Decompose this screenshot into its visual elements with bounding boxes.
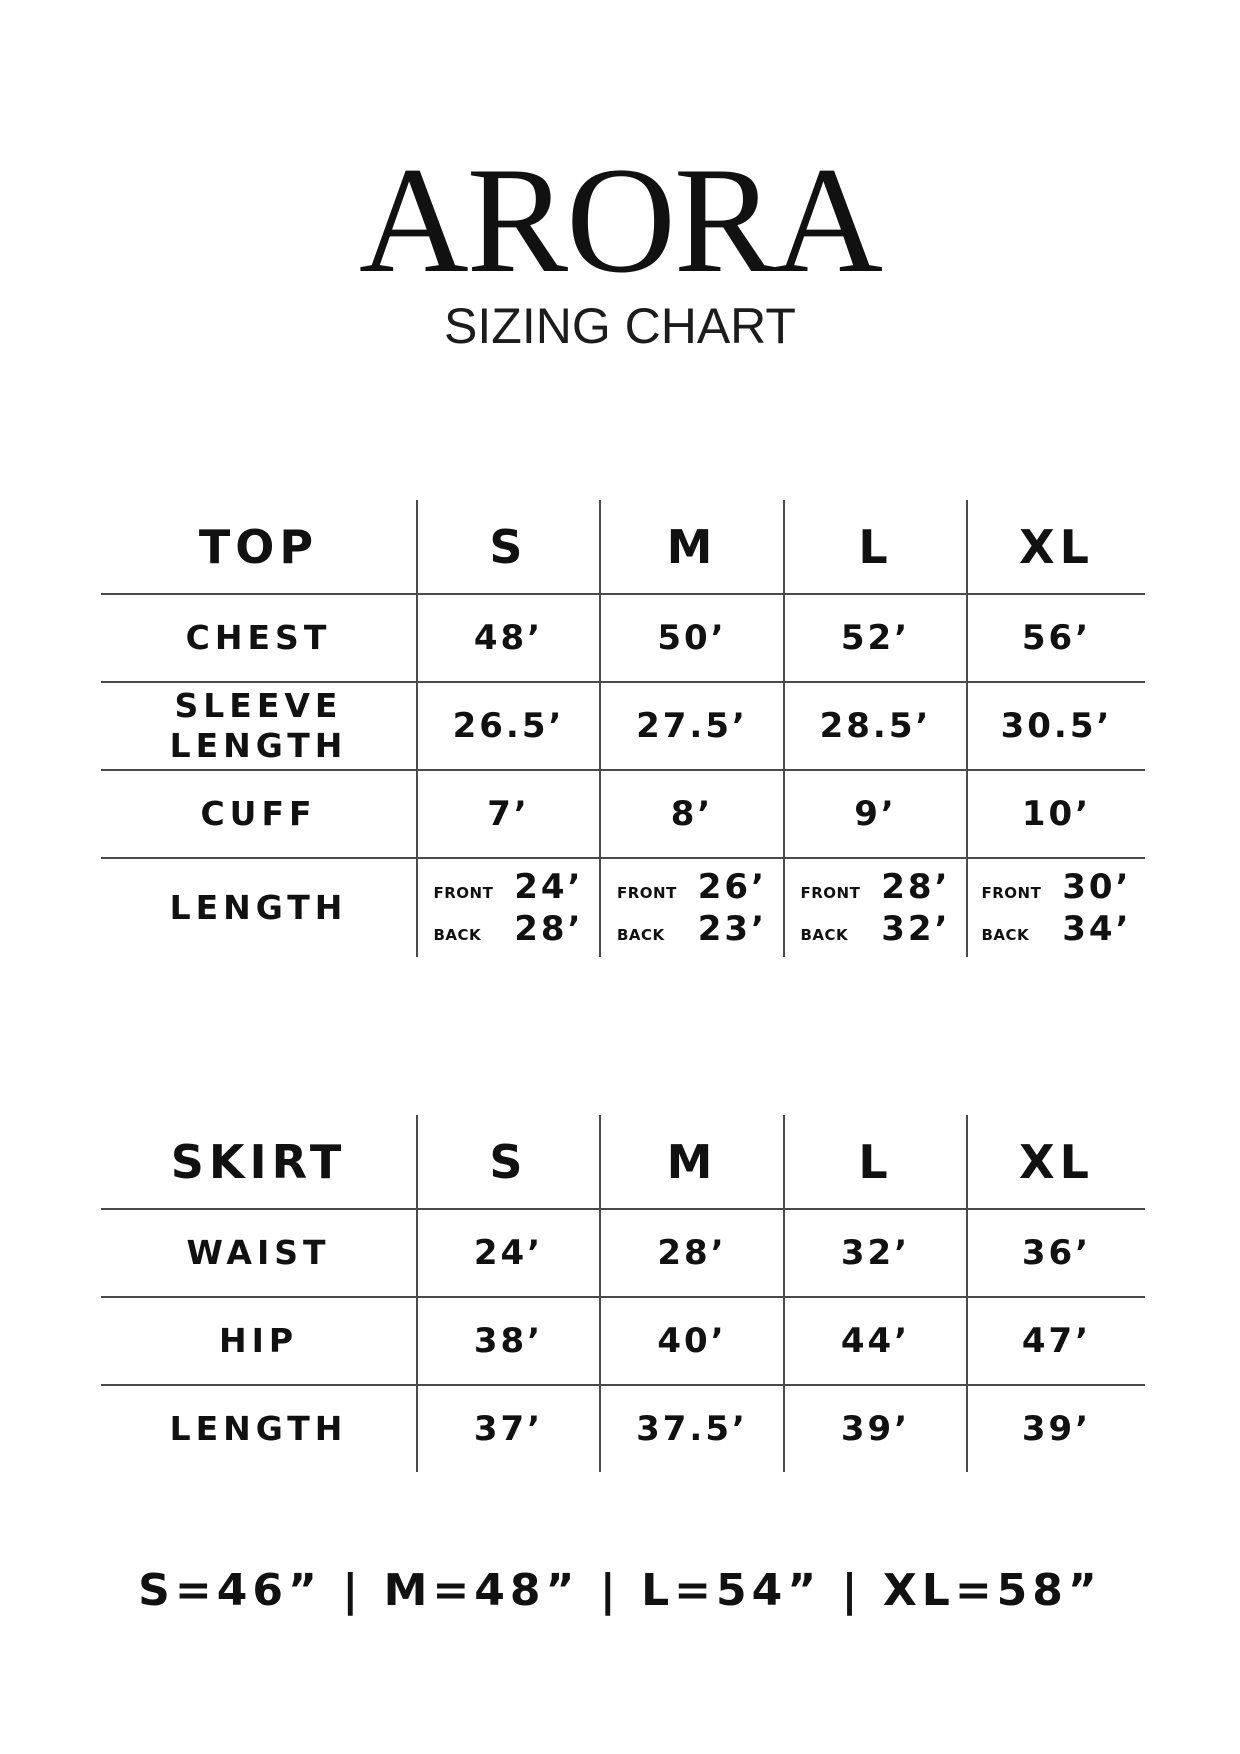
back-value: 34’ [1062, 909, 1132, 949]
row-label: LENGTH [169, 888, 348, 927]
table-cell: 52’ [783, 595, 966, 681]
table-cell: 47’ [966, 1298, 1145, 1384]
table-header-cell: L [783, 1115, 966, 1208]
table-cell: 30.5’ [966, 683, 1145, 769]
back-value: 28’ [514, 909, 584, 949]
length-cell [599, 859, 783, 957]
table-cell: 44’ [783, 1298, 966, 1384]
back-label: BACK [800, 926, 849, 944]
length-cell [966, 859, 1145, 957]
table-row [101, 769, 1145, 857]
table-cell: 32’ [783, 1210, 966, 1296]
front-label: FRONT [433, 884, 494, 902]
top-size-table [101, 500, 1145, 957]
front-label: FRONT [800, 884, 861, 902]
back-label: BACK [433, 926, 482, 944]
table-row [101, 681, 1145, 769]
table-header-cell: M [599, 1115, 783, 1208]
table-header-cell: TOP [198, 519, 319, 574]
row-label: LENGTH [169, 1409, 348, 1448]
table-cell: 8’ [599, 771, 783, 857]
front-value: 26’ [697, 867, 767, 907]
brand-logo: ARORA [358, 136, 882, 304]
length-cell [416, 859, 599, 957]
table-header-cell: XL [966, 500, 1145, 593]
front-value: 28’ [881, 867, 951, 907]
table-cell: 38’ [416, 1298, 599, 1384]
table-header-cell: SKIRT [170, 1134, 347, 1189]
table-row [101, 593, 1145, 681]
table-cell: 9’ [783, 771, 966, 857]
skirt-size-table [101, 1115, 1145, 1472]
row-label: CHEST [185, 618, 332, 657]
row-label: CUFF [200, 794, 317, 833]
table-cell: 56’ [966, 595, 1145, 681]
table-cell: 28.5’ [783, 683, 966, 769]
page-subtitle: SIZING CHART [444, 298, 796, 354]
table-cell: 27.5’ [599, 683, 783, 769]
table-header-row [101, 1115, 1145, 1208]
length-cell [783, 859, 966, 957]
table-row-length [101, 857, 1145, 957]
table-cell: 50’ [599, 595, 783, 681]
back-value: 32’ [881, 909, 951, 949]
row-label: SLEEVE LENGTH [169, 686, 348, 765]
table-header-cell: M [599, 500, 783, 593]
bust-size-summary: S=46” | M=48” | L=54” | XL=58” [138, 1565, 1102, 1616]
table-cell: 26.5’ [416, 683, 599, 769]
row-label: WAIST [186, 1233, 331, 1272]
table-row [101, 1384, 1145, 1472]
back-label: BACK [981, 926, 1030, 944]
table-cell: 39’ [783, 1386, 966, 1472]
table-header-cell: L [783, 500, 966, 593]
back-value: 23’ [697, 909, 767, 949]
table-header-cell: S [416, 500, 599, 593]
table-cell: 39’ [966, 1386, 1145, 1472]
table-row [101, 1296, 1145, 1384]
table-header-row [101, 500, 1145, 593]
table-cell: 40’ [599, 1298, 783, 1384]
table-cell: 37.5’ [599, 1386, 783, 1472]
table-cell: 24’ [416, 1210, 599, 1296]
table-row [101, 1208, 1145, 1296]
back-label: BACK [617, 926, 665, 944]
table-header-cell: XL [966, 1115, 1145, 1208]
row-label: HIP [218, 1321, 299, 1360]
table-cell: 48’ [416, 595, 599, 681]
table-header-cell: S [416, 1115, 599, 1208]
table-cell: 36’ [966, 1210, 1145, 1296]
front-value: 30’ [1062, 867, 1132, 907]
table-cell: 28’ [599, 1210, 783, 1296]
front-value: 24’ [514, 867, 584, 907]
front-label: FRONT [981, 884, 1042, 902]
table-cell: 10’ [966, 771, 1145, 857]
table-cell: 37’ [416, 1386, 599, 1472]
table-cell: 7’ [416, 771, 599, 857]
front-label: FRONT [617, 884, 677, 902]
